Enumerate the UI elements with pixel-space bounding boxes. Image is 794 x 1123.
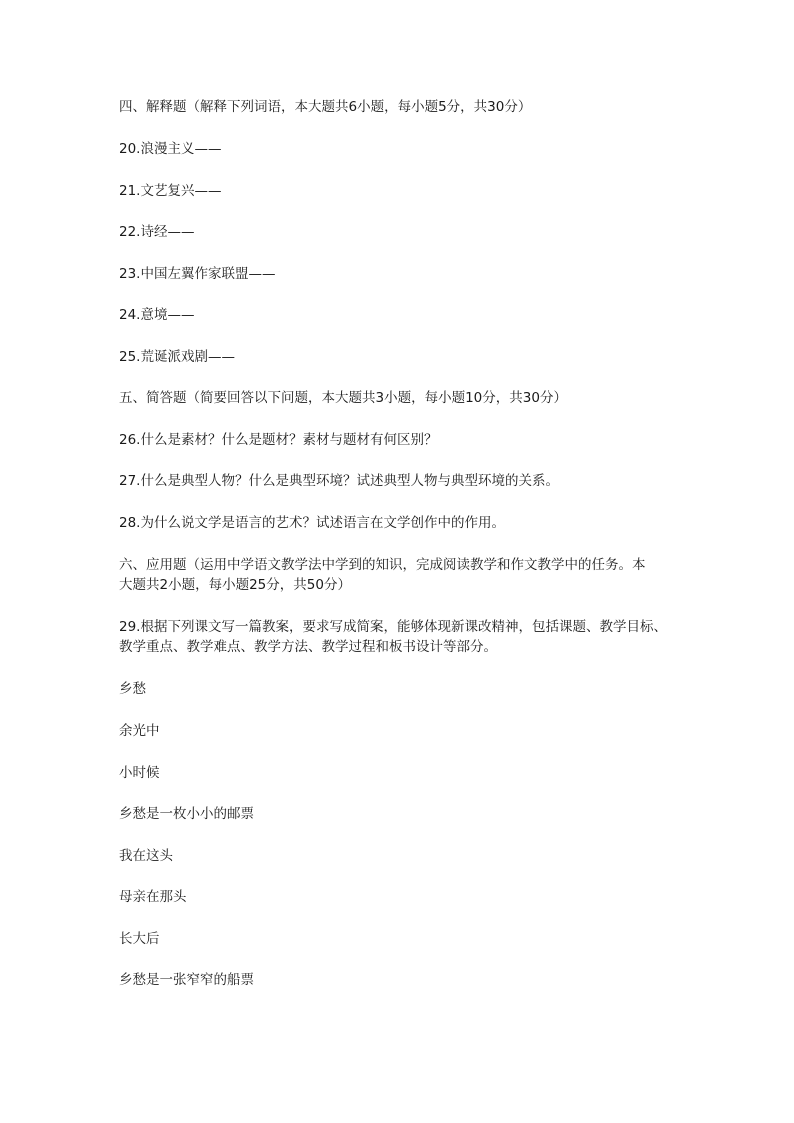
- question-22: 22.诗经——: [119, 224, 195, 240]
- poem-line: 长大后: [119, 931, 160, 947]
- section6-heading-line2: 大题共2小题，每小题25分，共50分）: [119, 577, 351, 593]
- poem-line: 母亲在那头: [119, 889, 187, 905]
- poem-line: 乡愁是一张窄窄的船票: [119, 972, 254, 988]
- poem-title: 乡愁: [119, 681, 146, 697]
- question-26: 26.什么是素材？什么是题材？素材与题材有何区别？: [119, 432, 438, 448]
- question-20: 20.浪漫主义——: [119, 141, 222, 157]
- question-24: 24.意境——: [119, 307, 195, 323]
- section4-heading: 四、解释题（解释下列词语，本大题共6小题，每小题5分，共30分）: [119, 99, 532, 115]
- question-25: 25.荒诞派戏剧——: [119, 349, 235, 365]
- poem-line: 小时候: [119, 765, 160, 781]
- question-27: 27.什么是典型人物？什么是典型环境？试述典型人物与典型环境的关系。: [119, 473, 559, 489]
- poem-line: 乡愁是一枚小小的邮票: [119, 806, 254, 822]
- question-29-line2: 教学重点、教学难点、教学方法、教学过程和板书设计等部分。: [119, 639, 497, 655]
- question-28: 28.为什么说文学是语言的艺术？试述语言在文学创作中的作用。: [119, 515, 505, 531]
- poem-author: 余光中: [119, 723, 160, 739]
- question-23: 23.中国左翼作家联盟——: [119, 266, 276, 282]
- section6-heading-line1: 六、应用题（运用中学语文教学法中学到的知识，完成阅读教学和作文教学中的任务。本: [119, 557, 646, 573]
- section5-heading: 五、简答题（简要回答以下问题，本大题共3小题，每小题10分，共30分）: [119, 390, 567, 406]
- question-29-line1: 29.根据下列课文写一篇教案，要求写成简案，能够体现新课改精神，包括课题、教学目标、: [119, 619, 667, 635]
- question-21: 21.文艺复兴——: [119, 183, 222, 199]
- poem-line: 我在这头: [119, 848, 173, 864]
